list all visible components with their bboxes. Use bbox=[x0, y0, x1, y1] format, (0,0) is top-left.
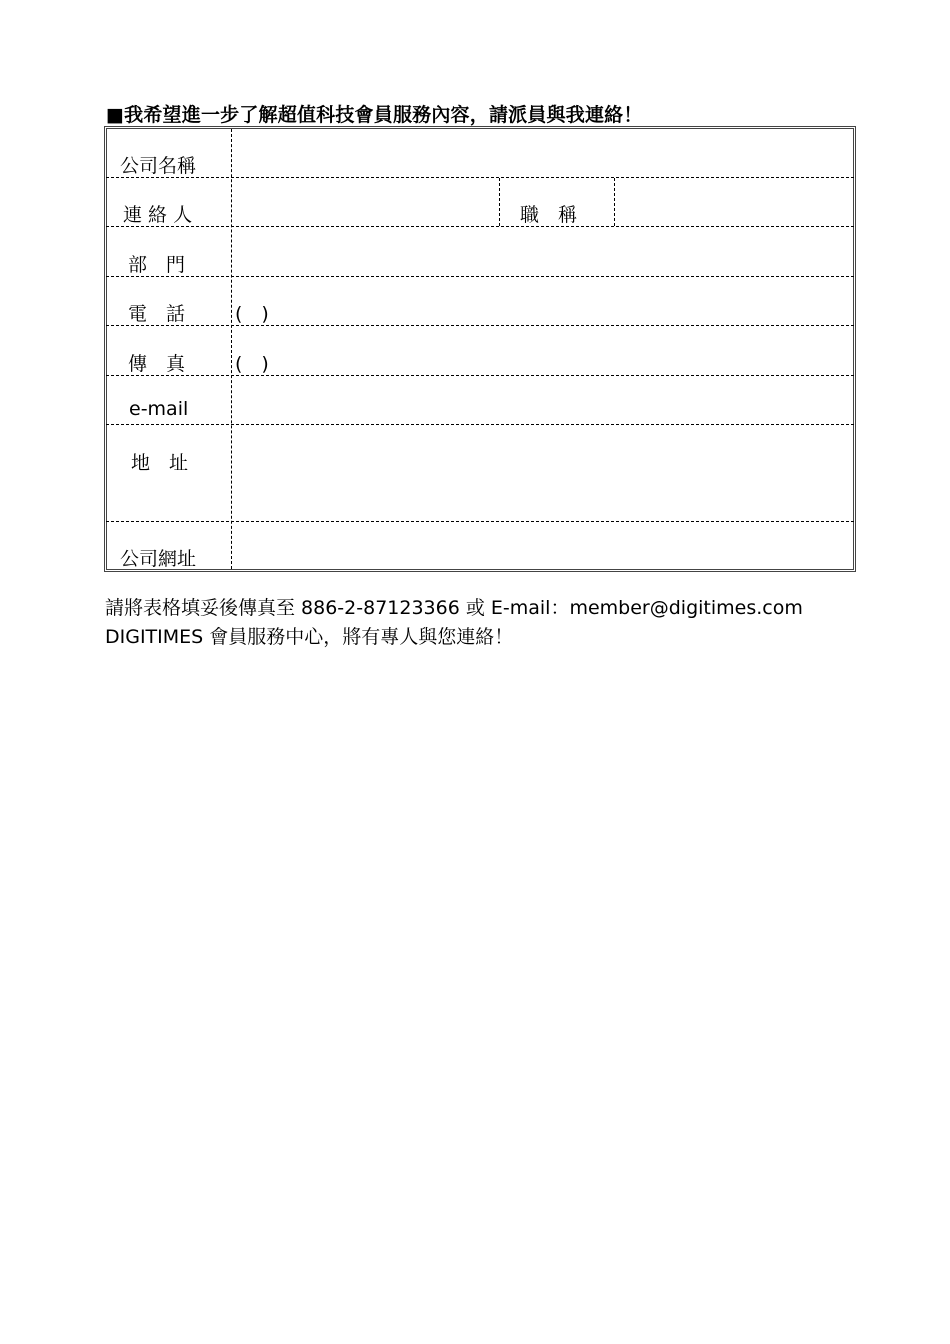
company-name-field[interactable] bbox=[233, 129, 853, 177]
fax-field[interactable] bbox=[233, 327, 853, 375]
title-column-divider-right bbox=[614, 178, 615, 226]
contact-person-label: 連 絡 人 bbox=[123, 204, 193, 226]
phone-field[interactable] bbox=[233, 278, 853, 325]
email-label: e-mail bbox=[129, 398, 189, 420]
row-divider bbox=[106, 177, 854, 178]
submission-instructions: 請將表格填妥後傳真至 886-2-87123366 或 E-mail：member@digitimes.com DIGITIMES 會員服務中心，將有專人與您連絡！ bbox=[105, 597, 803, 648]
contact-person-field[interactable] bbox=[233, 179, 498, 226]
department-field[interactable] bbox=[233, 228, 853, 276]
fax-area-code: ( ) bbox=[235, 353, 269, 375]
row-divider bbox=[106, 375, 854, 376]
phone-label: 電 話 bbox=[128, 303, 186, 325]
row-divider bbox=[106, 521, 854, 522]
fax-label: 傳 真 bbox=[128, 353, 186, 375]
contact-request-form bbox=[104, 126, 856, 572]
website-field[interactable] bbox=[233, 523, 853, 570]
address-label: 地 址 bbox=[131, 452, 189, 474]
company-name-label: 公司名稱 bbox=[120, 155, 197, 177]
row-divider bbox=[106, 325, 854, 326]
department-label: 部 門 bbox=[128, 254, 186, 276]
job-title-label: 職 稱 bbox=[520, 204, 578, 226]
address-field[interactable] bbox=[233, 426, 853, 521]
title-column-divider-left bbox=[499, 178, 500, 226]
form-heading: ■我希望進一步了解超值科技會員服務內容，請派員與我連絡！ bbox=[106, 104, 643, 126]
label-column-divider bbox=[231, 129, 232, 569]
job-title-field[interactable] bbox=[616, 179, 853, 226]
website-label: 公司網址 bbox=[120, 548, 197, 570]
row-divider bbox=[106, 424, 854, 425]
email-field[interactable] bbox=[233, 377, 853, 424]
phone-area-code: ( ) bbox=[235, 303, 269, 325]
row-divider bbox=[106, 226, 854, 227]
row-divider bbox=[106, 276, 854, 277]
